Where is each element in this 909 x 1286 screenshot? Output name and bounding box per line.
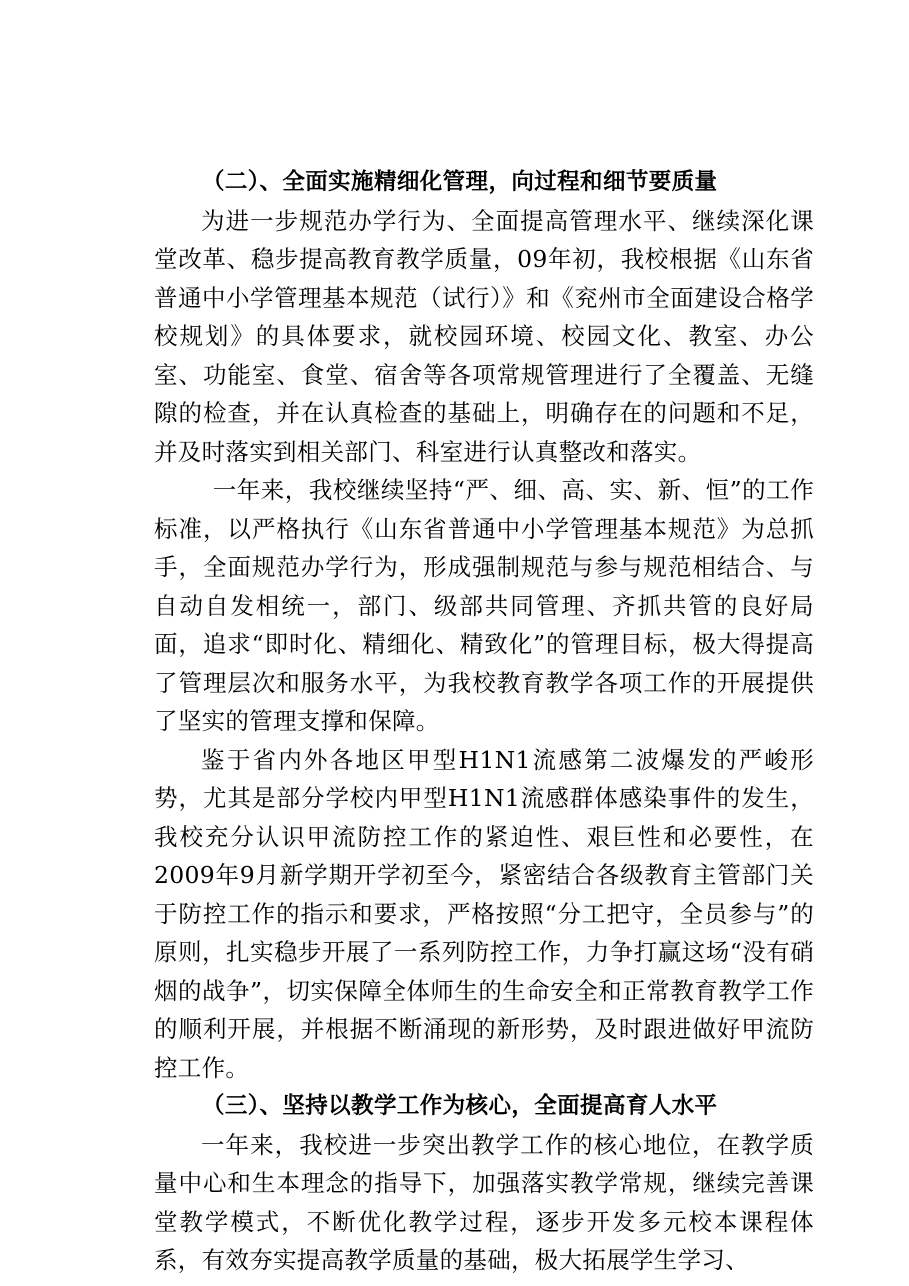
section-heading-2: （二）、全面实施精细化管理，向过程和细节要质量 (202, 169, 718, 195)
paragraph-h1n1-prevention: 鉴于省内外各地区甲型H1N1流感第二波爆发的严峻形势，尤其是部分学校内甲型H1N1流感群体感染事件的发生，我校充分认识甲流防控工作的紧迫性、艰巨性和必要性，在2009年9月新学期开学初至今，紧密结合各级教育主管部门关于防控工作的指示和要求，严格按照“分工把守，全员参与”的原则，扎实稳步开展了一系列防控工作，力争打赢这场“没有硝烟的战争”，切实保障全体师生的生命安全和正常教育教学工作的顺利开展，并根据不断涌现的新形势，及时跟进做好甲流防控工作。 (154, 745, 814, 1082)
section-heading-3: （三）、坚持以教学工作为核心，全面提高育人水平 (202, 1093, 718, 1119)
paragraph-work-standards: 一年来，我校继续坚持“严、细、高、实、新、恒”的工作标准，以严格执行《山东省普通中小学管理基本规范》为总抓手，全面规范办学行为，形成强制规范与参与规范相结合、与自动自发相统一，部门、级部共同管理、齐抓共管的良好局面，追求“即时化、精细化、精致化”的管理目标，极大得提高了管理层次和服务水平，为我校教育教学各项工作的开展提供了坚实的管理支撑和保障。 (154, 476, 814, 735)
document-body (154, 163, 814, 1280)
paragraph-teaching-core: 一年来，我校进一步突出教学工作的核心地位，在教学质量中心和生本理念的指导下，加强落实教学常规，继续完善课堂教学模式，不断优化教学过程，逐步开发多元校本课程体系，有效夯实提高教学质量的基础，极大拓展学生学习、 (154, 1130, 814, 1274)
paragraph-management-standards: 为进一步规范办学行为、全面提高管理水平、继续深化课堂改革、稳步提高教育教学质量，09年初，我校根据《山东省普通中小学管理基本规范（试行）》和《兖州市全面建设合格学校规划》的具体要求，就校园环境、校园文化、教室、办公室、功能室、食堂、宿舍等各项常规管理进行了全覆盖、无缝隙的检查，并在认真检查的基础上，明确存在的问题和不足，并及时落实到相关部门、科室进行认真整改和落实。 (154, 206, 814, 466)
